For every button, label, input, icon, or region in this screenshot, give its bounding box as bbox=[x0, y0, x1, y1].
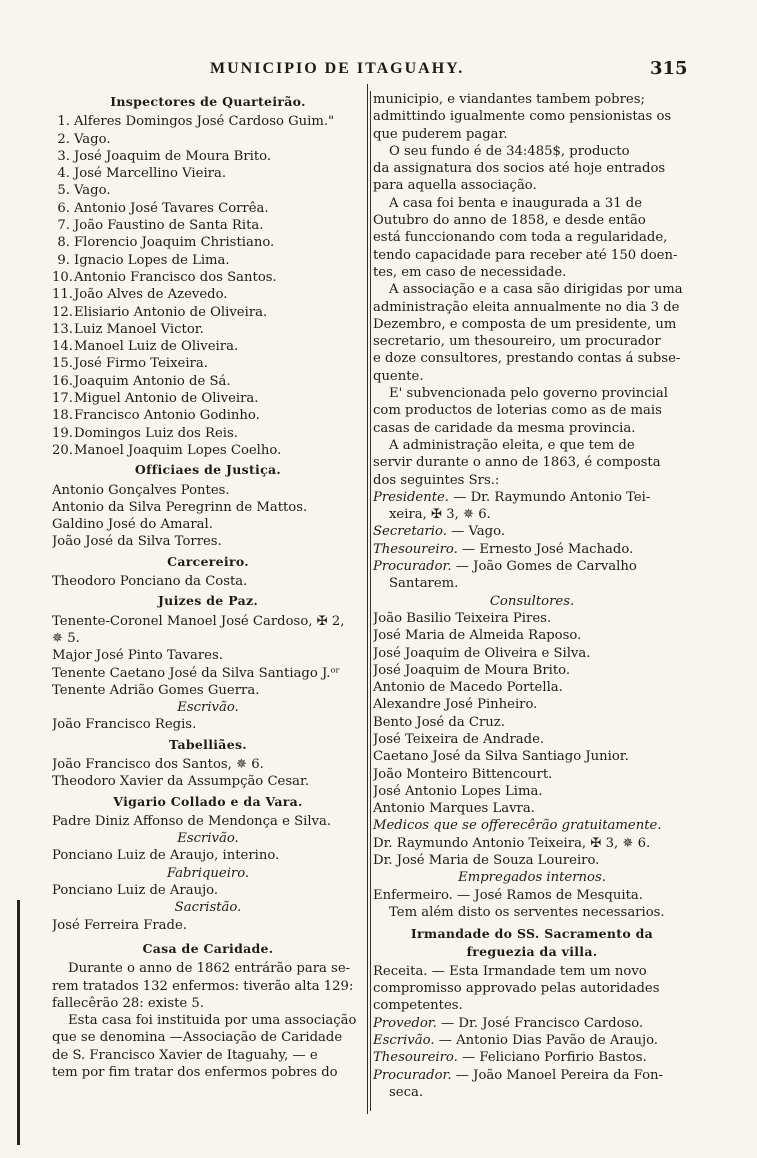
intro-line: A casa foi benta e inaugurada a 31 de bbox=[389, 195, 643, 211]
inspector-name: Domingos Luiz dos Reis. bbox=[74, 425, 238, 441]
vicar-clerk: Ponciano Luiz de Araujo, interino. bbox=[52, 848, 280, 864]
charity-line: de S. Francisco Xavier de Itaguahy, — e bbox=[52, 1047, 318, 1063]
sacristan-label: Sacristão. bbox=[174, 900, 242, 916]
charity-heading: Casa de Caridade. bbox=[142, 940, 274, 956]
board-entry-label: Procurador. bbox=[373, 559, 452, 575]
notaries-heading: Tabelliães. bbox=[169, 736, 247, 752]
inspector-item bbox=[52, 252, 364, 269]
inspector-item bbox=[52, 390, 364, 407]
brotherhood-officer-label: Provedor. bbox=[373, 1015, 437, 1031]
servants-line: Tem além disto os serventes necessarios. bbox=[389, 904, 665, 920]
inspector-item bbox=[52, 234, 364, 251]
consultants-label: Consultores. bbox=[489, 593, 575, 609]
inspector-number: 16. bbox=[52, 373, 73, 389]
inspector-name: Vago. bbox=[74, 131, 111, 147]
column-divider bbox=[367, 84, 368, 1114]
inspector-item bbox=[52, 217, 364, 234]
inspector-number: 15. bbox=[52, 356, 73, 372]
charity-text bbox=[52, 960, 364, 1081]
board-entry-label: Secretario. bbox=[373, 524, 447, 540]
official-item: João José da Silva Torres. bbox=[52, 534, 222, 550]
inspector-name: Florencio Joaquim Christiano. bbox=[74, 235, 275, 251]
inspector-item bbox=[52, 321, 364, 338]
brotherhood-officers bbox=[373, 1015, 691, 1101]
brotherhood-officer-value: — Antonio Dias Pavão de Araujo. bbox=[434, 1033, 658, 1049]
intro-line: secretario, um thesoureiro, um procurador bbox=[373, 334, 661, 350]
brotherhood-officer bbox=[373, 1049, 691, 1066]
inspector-name: Miguel Antonio de Oliveira. bbox=[74, 391, 259, 407]
inspector-item bbox=[52, 113, 364, 130]
board-entry bbox=[373, 558, 691, 575]
inspector-number: 2. bbox=[57, 131, 70, 147]
running-head: MUNICIPIO DE ITAGUAHY. bbox=[210, 60, 465, 77]
intro-line: dos seguintes Srs.: bbox=[373, 472, 500, 488]
brotherhood-officer-label: Procurador. bbox=[373, 1067, 452, 1083]
inspector-name: Ignacio Lopes de Lima. bbox=[74, 252, 230, 268]
inspector-number: 1. bbox=[57, 114, 70, 130]
inspector-item bbox=[52, 269, 364, 286]
brotherhood-officer bbox=[373, 1032, 691, 1049]
board-entry-value: Santarem. bbox=[389, 576, 459, 592]
inspector-item bbox=[52, 373, 364, 390]
judge-item: ✵ 5. bbox=[52, 630, 80, 646]
judges-clerk: João Francisco Regis. bbox=[52, 717, 197, 733]
board-entry-value: — Vago. bbox=[446, 524, 506, 540]
officials-heading: Officiaes de Justiça. bbox=[134, 462, 282, 478]
intro-line: Dezembro, e composta de um presidente, um bbox=[373, 316, 677, 332]
inspector-item bbox=[52, 286, 364, 303]
intro-line: tes, em caso de necessidade. bbox=[373, 264, 567, 280]
inspector-number: 12. bbox=[52, 304, 73, 320]
page-number: 315 bbox=[650, 58, 688, 79]
brotherhood-officer bbox=[373, 1084, 691, 1101]
intro-line: A administração eleita, e que tem de bbox=[389, 437, 635, 453]
brotherhood-officer-value: — João Manoel Pereira da Fon- bbox=[451, 1067, 663, 1083]
charity-line: que se denomina —Associação de Caridade bbox=[52, 1030, 343, 1046]
intro-line: A associação e a casa são dirigidas por uma bbox=[389, 282, 683, 298]
inspector-item bbox=[52, 304, 364, 321]
intro-line: está funccionando com toda a regularidade, bbox=[373, 230, 668, 246]
notaries-list bbox=[52, 756, 364, 791]
inspector-item bbox=[52, 182, 364, 199]
intro-line: admittindo igualmente como pensionistas os bbox=[373, 109, 672, 125]
doctor-item: Dr. José Maria de Souza Loureiro. bbox=[373, 853, 600, 869]
charity-line: Durante o anno de 1862 entrárão para se- bbox=[68, 961, 351, 977]
intro-line: servir durante o anno de 1863, é composta bbox=[373, 455, 661, 471]
inspector-number: 14. bbox=[52, 339, 73, 355]
judge-item: Tenente Adrião Gomes Guerra. bbox=[52, 682, 260, 698]
inspector-name: João Alves de Azevedo. bbox=[74, 287, 228, 303]
board-entry bbox=[373, 489, 691, 506]
official-item: Antonio da Silva Peregrinn de Mattos. bbox=[52, 499, 308, 515]
inspector-name: Antonio Francisco dos Santos. bbox=[74, 269, 277, 285]
consultant-item: José Antonio Lopes Lima. bbox=[373, 783, 543, 799]
intro-line: E' subvencionada pelo governo provincial bbox=[389, 386, 668, 402]
consultant-item: José Joaquim de Oliveira e Silva. bbox=[373, 645, 591, 661]
brotherhood-officer-value: seca. bbox=[389, 1084, 424, 1100]
judges-heading: Juizes de Paz. bbox=[157, 593, 259, 609]
right-column bbox=[370, 91, 691, 1111]
inspector-item bbox=[52, 148, 364, 165]
notary-item: Theodoro Xavier da Assumpção Cesar. bbox=[52, 774, 310, 790]
inspector-item bbox=[52, 165, 364, 182]
inspector-name: Manoel Luiz de Oliveira. bbox=[74, 339, 239, 355]
consultant-item: João Basilio Teixeira Pires. bbox=[373, 610, 552, 626]
officials-list bbox=[52, 482, 364, 551]
vicar-name: Padre Diniz Affonso de Mendonça e Silva. bbox=[52, 813, 332, 829]
board-entry bbox=[373, 541, 691, 558]
doctors-list bbox=[373, 835, 691, 870]
board-entry bbox=[373, 506, 691, 523]
brotherhood-officer-label: Thesoureiro. bbox=[373, 1050, 458, 1066]
board-list bbox=[373, 489, 691, 593]
inspector-number: 10. bbox=[52, 269, 73, 285]
vicar-clerk-label: Escrivão. bbox=[177, 831, 239, 847]
inspector-number: 3. bbox=[57, 148, 70, 164]
brotherhood-line: compromisso approvado pelas autoridades bbox=[373, 981, 660, 997]
brotherhood-line: competentes. bbox=[373, 998, 463, 1014]
inspector-name: José Joaquim de Moura Brito. bbox=[74, 148, 272, 164]
consultant-item: João Monteiro Bittencourt. bbox=[373, 766, 553, 782]
inspector-name: José Marcellino Vieira. bbox=[74, 166, 227, 182]
consultant-item: Alexandre José Pinheiro. bbox=[373, 697, 538, 713]
inspectors-list bbox=[52, 113, 364, 459]
inspector-number: 4. bbox=[57, 166, 70, 182]
consultants-list bbox=[373, 610, 691, 818]
inspector-name: Manoel Joaquim Lopes Coelho. bbox=[74, 442, 282, 458]
intro-line: Outubro do anno de 1858, e desde então bbox=[373, 213, 646, 229]
consultant-item: Antonio Marques Lavra. bbox=[373, 801, 535, 817]
consultant-item: Bento José da Cruz. bbox=[373, 714, 505, 730]
left-column bbox=[52, 91, 364, 1081]
official-item: Galdino José do Amaral. bbox=[52, 517, 213, 533]
sacristan-name: José Ferreira Frade. bbox=[52, 917, 187, 933]
inspector-number: 9. bbox=[57, 252, 70, 268]
inspector-number: 20. bbox=[52, 442, 73, 458]
intro-line: para aquella associação. bbox=[373, 178, 537, 194]
board-entry-value: — Ernesto José Machado. bbox=[457, 541, 634, 557]
charity-line: Esta casa foi instituida por uma associação bbox=[68, 1013, 357, 1029]
inspector-number: 11. bbox=[52, 287, 73, 303]
inspector-name: Francisco Antonio Godinho. bbox=[74, 408, 260, 424]
brotherhood-officer-value: — Feliciano Porfirio Bastos. bbox=[457, 1050, 647, 1066]
intro-line: tendo capacidade para receber até 150 doen- bbox=[373, 247, 678, 263]
intro-line: e doze consultores, prestando contas á subse- bbox=[373, 351, 681, 367]
judge-item: Tenente-Coronel Manoel José Cardoso, ✠ 2, bbox=[52, 613, 345, 629]
consultant-item: Antonio de Macedo Portella. bbox=[373, 680, 563, 696]
brotherhood-heading-2: freguezia da villa. bbox=[466, 943, 598, 959]
board-entry-value: — João Gomes de Carvalho bbox=[451, 559, 637, 575]
brotherhood-officer-value: — Dr. José Francisco Cardoso. bbox=[436, 1015, 644, 1031]
inspector-item bbox=[52, 442, 364, 459]
inspector-item bbox=[52, 200, 364, 217]
inspectors-heading: Inspectores de Quarteirão. bbox=[110, 94, 306, 109]
inspector-name: Alferes Domingos José Cardoso Guim." bbox=[74, 114, 335, 130]
inspector-number: 13. bbox=[52, 321, 73, 337]
board-entry-value: xeira, ✠ 3, ✵ 6. bbox=[389, 507, 491, 523]
judge-item: Major José Pinto Tavares. bbox=[52, 648, 223, 664]
brotherhood-officer bbox=[373, 1067, 691, 1084]
inspector-name: João Faustino de Santa Rita. bbox=[74, 218, 264, 234]
intro-line: com productos de loterias como as de mais bbox=[373, 403, 662, 419]
inspector-number: 5. bbox=[57, 183, 70, 199]
consultant-item: Caetano José da Silva Santiago Junior. bbox=[373, 749, 629, 765]
charity-continuation bbox=[373, 91, 691, 489]
brotherhood-officer bbox=[373, 1015, 691, 1032]
fabric-name: Ponciano Luiz de Araujo. bbox=[52, 883, 219, 899]
internal-label: Empregados internos. bbox=[458, 870, 606, 886]
margin-bar bbox=[17, 900, 20, 1145]
inspector-number: 8. bbox=[57, 235, 70, 251]
inspector-item bbox=[52, 407, 364, 424]
nurse-line: Enfermeiro. — José Ramos de Mesquita. bbox=[373, 887, 643, 903]
judge-item: Tenente Caetano José da Silva Santiago J.ᵒʳ bbox=[52, 665, 341, 681]
board-entry bbox=[373, 575, 691, 592]
doctors-note: Medicos que se offerecêrão gratuitamente. bbox=[373, 818, 662, 834]
intro-line: casas de caridade da mesma provincia. bbox=[373, 420, 636, 436]
judges-list bbox=[52, 613, 364, 699]
brotherhood-line: Receita. — Esta Irmandade tem um novo bbox=[373, 963, 647, 979]
intro-line: quente. bbox=[373, 368, 424, 384]
consultant-item: José Maria de Almeida Raposo. bbox=[373, 628, 582, 644]
vicar-heading: Vigario Collado e da Vara. bbox=[113, 793, 303, 809]
inspector-item bbox=[52, 355, 364, 372]
inspector-item bbox=[52, 131, 364, 148]
inspector-name: Luiz Manoel Victor. bbox=[74, 321, 204, 337]
doctor-item: Dr. Raymundo Antonio Teixeira, ✠ 3, ✵ 6. bbox=[373, 835, 651, 851]
board-entry-label: Thesoureiro. bbox=[373, 541, 458, 557]
inspector-name: Antonio José Tavares Corrêa. bbox=[74, 200, 269, 216]
intro-line: O seu fundo é de 34:485$, producto bbox=[389, 143, 630, 159]
charity-line: rem tratados 132 enfermos: tiverão alta 129: bbox=[52, 978, 354, 994]
judges-clerk-label: Escrivão. bbox=[177, 700, 239, 716]
board-entry-value: — Dr. Raymundo Antonio Tei- bbox=[449, 489, 651, 505]
intro-line: municipio, e viandantes tambem pobres; bbox=[373, 92, 645, 107]
consultant-item: José Teixeira de Andrade. bbox=[373, 731, 545, 747]
intro-line: administração eleita annualmente no dia 3 de bbox=[373, 299, 680, 315]
fabric-label: Fabriqueiro. bbox=[166, 865, 250, 881]
inspector-name: José Firmo Teixeira. bbox=[74, 356, 208, 372]
intro-line: que puderem pagar. bbox=[373, 126, 508, 142]
inspector-number: 6. bbox=[57, 200, 70, 216]
charity-line: tem por fim tratar dos enfermos pobres do bbox=[52, 1065, 338, 1081]
inspector-number: 17. bbox=[52, 391, 73, 407]
inspector-item bbox=[52, 425, 364, 442]
brotherhood-officer-label: Escrivão. bbox=[373, 1033, 435, 1049]
notary-item: João Francisco dos Santos, ✵ 6. bbox=[52, 756, 264, 772]
board-entry bbox=[373, 523, 691, 540]
inspector-number: 7. bbox=[57, 218, 70, 234]
inspector-name: Joaquim Antonio de Sá. bbox=[74, 373, 231, 389]
jailer-heading: Carcereiro. bbox=[167, 553, 249, 569]
inspector-name: Elisiario Antonio de Oliveira. bbox=[74, 304, 268, 320]
brotherhood-text bbox=[373, 963, 691, 1015]
charity-line: fallecêrão 28: existe 5. bbox=[52, 995, 204, 1011]
inspector-item bbox=[52, 338, 364, 355]
brotherhood-heading-1: Irmandade do SS. Sacramento da bbox=[410, 926, 654, 942]
intro-line: da assignatura dos socios até hoje entrados bbox=[373, 161, 666, 177]
inspector-name: Vago. bbox=[74, 183, 111, 199]
inspector-number: 18. bbox=[52, 408, 73, 424]
consultant-item: José Joaquim de Moura Brito. bbox=[373, 662, 571, 678]
board-entry-label: Presidente. bbox=[373, 489, 450, 505]
official-item: Antonio Gonçalves Pontes. bbox=[52, 482, 230, 498]
jailer-name: Theodoro Ponciano da Costa. bbox=[52, 574, 248, 590]
inspector-number: 19. bbox=[52, 425, 73, 441]
